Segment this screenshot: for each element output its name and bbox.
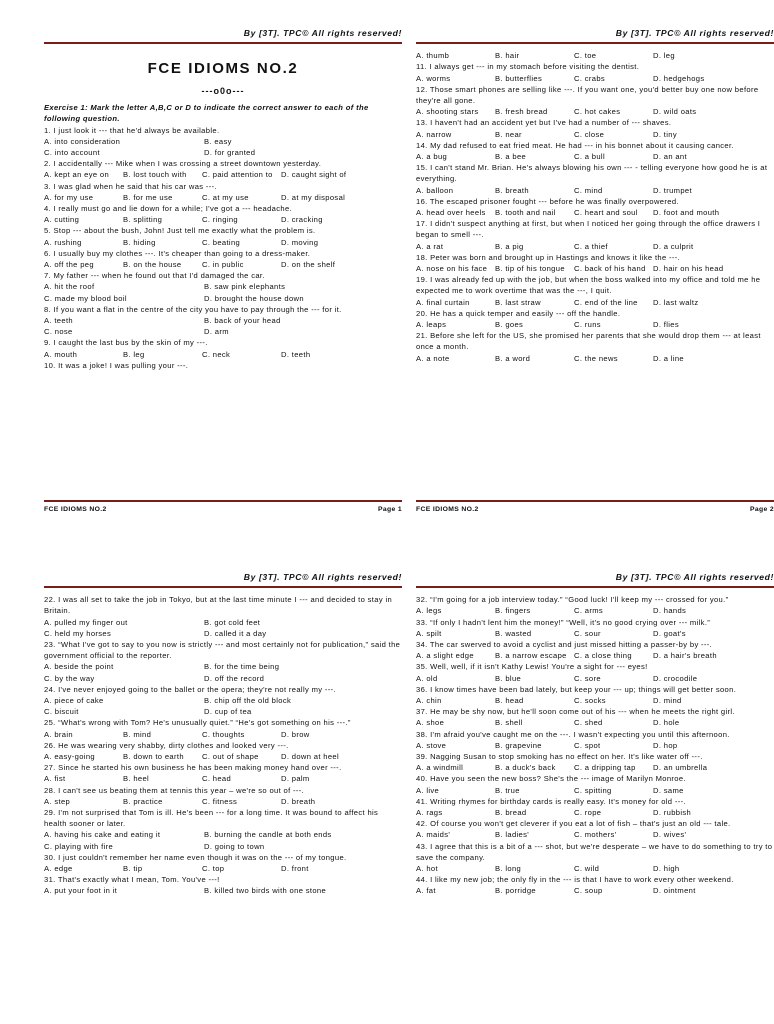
answer-option: C. held my horses xyxy=(44,628,112,638)
answer-option: A. narrow xyxy=(416,129,452,139)
answer-option: D. cracking xyxy=(281,215,323,225)
question-text: 44. I like my new job; the only fly in the --- is that I have to work every other weekend. xyxy=(416,875,734,885)
question-text: 25. “What's wrong with Tom? He's unusually quiet.” “He's got something on his ---.” xyxy=(44,718,351,728)
answer-option: B. a duck's back xyxy=(495,763,556,773)
answer-option: D. crocodile xyxy=(653,673,698,683)
answer-option: B. blue xyxy=(495,673,522,683)
answer-option: C. out of shape xyxy=(202,752,259,762)
question-text: 4. I really must go and lie down for a while; I've got a --- headache. xyxy=(44,204,292,214)
answer-option: B. tip of his tongue xyxy=(495,264,565,274)
question-text: 15. I can't stand Mr. Brian. He's always blowing his own --- - telling everyone how good he is at everything. xyxy=(416,163,768,184)
answer-option: A. into consideration xyxy=(44,136,121,146)
answer-option: C. thoughts xyxy=(202,729,245,739)
answer-options-row xyxy=(44,729,402,740)
question-list xyxy=(44,594,402,896)
answer-option: A. shoe xyxy=(416,718,445,728)
question-text: 38. I'm afraid you've caught me on the ---. I wasn't expecting you until this afternoon. xyxy=(416,729,730,739)
answer-option: C. paid attention to xyxy=(202,170,273,180)
question-text: 14. My dad refused to eat fried meat. He had --- in his bonnet about it causing cancer. xyxy=(416,140,734,150)
answer-options-row xyxy=(416,762,774,773)
answer-options-row xyxy=(44,192,402,203)
answer-options-row xyxy=(416,353,774,364)
answer-options-row xyxy=(44,673,402,684)
answer-option: D. arm xyxy=(204,327,229,337)
answer-option: B. porridge xyxy=(495,886,536,896)
answer-option: D. hands xyxy=(653,606,687,616)
answer-option: B. killed two birds with one stone xyxy=(204,886,327,896)
answer-option: D. wild oats xyxy=(653,107,697,117)
answer-option: D. foot and mouth xyxy=(653,208,720,218)
answer-option: A. fat xyxy=(416,886,436,896)
answer-options-row xyxy=(44,628,402,639)
page-3 xyxy=(44,572,402,1024)
question-text: 24. I've never enjoyed going to the ballet or the opera; they're not really my ---. xyxy=(44,684,336,694)
answer-option: B. practice xyxy=(123,796,163,806)
answer-options-row xyxy=(44,796,402,807)
answer-option: D. last waltz xyxy=(653,297,699,307)
answer-option: D. for granted xyxy=(204,148,256,158)
question-text: 31. That's exactly what I mean, Tom. You've ---! xyxy=(44,875,220,885)
answer-option: C. head xyxy=(202,774,232,784)
answer-option: A. kept an eye on xyxy=(44,170,110,180)
answer-option: A. off the peg xyxy=(44,260,94,270)
answer-option: A. a bug xyxy=(416,152,448,162)
answer-option: C. a close thing xyxy=(574,651,632,661)
answer-options-row xyxy=(44,214,402,225)
answer-option: C. biscuit xyxy=(44,707,79,717)
question-text: 32. “I'm going for a job interview today.” “Good luck! I'll keep my --- crossed for you.” xyxy=(416,595,729,605)
answer-option: C. back of his hand xyxy=(574,264,646,274)
answer-option: B. chip off the old block xyxy=(204,696,292,706)
answer-option: C. by the way xyxy=(44,673,95,683)
footer-title: FCE IDIOMS NO.2 xyxy=(44,506,107,513)
answer-option: A. a note xyxy=(416,353,450,363)
answer-option: D. moving xyxy=(281,237,319,247)
answer-option: A. chin xyxy=(416,696,442,706)
answer-option: D. same xyxy=(653,785,684,795)
answer-option: D. hedgehogs xyxy=(653,73,705,83)
question-text: 39. Nagging Susan to stop smoking has no effect on her. It's like water off ---. xyxy=(416,752,703,762)
answer-options-row xyxy=(416,263,774,274)
answer-option: D. a hair's breath xyxy=(653,651,717,661)
answer-option: B. a pig xyxy=(495,241,524,251)
answer-option: A. having his cake and eating it xyxy=(44,830,161,840)
answer-option: A. pulled my finger out xyxy=(44,617,128,627)
answer-options-row xyxy=(44,315,402,326)
answer-option: A. brain xyxy=(44,729,73,739)
answer-option: B. mind xyxy=(123,729,152,739)
answer-option: B. ladies' xyxy=(495,830,530,840)
page-subtitle: ---o0o--- xyxy=(201,86,245,97)
answer-option: D. high xyxy=(653,864,680,874)
answer-option: B. goes xyxy=(495,320,524,330)
answer-option: C. arms xyxy=(574,606,604,616)
answer-option: A. stove xyxy=(416,740,447,750)
answer-option: C. spitting xyxy=(574,785,612,795)
answer-option: D. off the record xyxy=(204,673,265,683)
question-text: 35. Well, well, if it isn't Kathy Lewis! You're a sight for --- eyes! xyxy=(416,662,648,672)
answer-option: A. rags xyxy=(416,808,443,818)
answer-options-row xyxy=(416,50,774,61)
answer-options-row xyxy=(44,259,402,270)
answer-options-row xyxy=(416,885,774,896)
answer-option: A. step xyxy=(44,796,71,806)
answer-options-row xyxy=(416,807,774,818)
answer-option: D. tiny xyxy=(653,129,677,139)
answer-options-row xyxy=(416,829,774,840)
answer-options-row xyxy=(44,706,402,717)
answer-option: A. live xyxy=(416,785,440,795)
answer-options-row xyxy=(416,297,774,308)
answer-options-row xyxy=(44,326,402,337)
answer-option: B. bread xyxy=(495,808,527,818)
answer-options-row xyxy=(416,695,774,706)
answer-option: C. mind xyxy=(574,185,603,195)
answer-option: C. ringing xyxy=(202,215,238,225)
copyright-header: By [3T]. TPC© All rights reserved! xyxy=(44,28,402,44)
answer-option: A. a windmill xyxy=(416,763,464,773)
question-text: 26. He was wearing very shabby, dirty clothes and looked very ---. xyxy=(44,740,289,750)
answer-option: D. a culprit xyxy=(653,241,694,251)
answer-option: D. brought the house down xyxy=(204,293,304,303)
answer-options-row xyxy=(44,751,402,762)
question-text: 40. Have you seen the new boss? She's the --- image of Marilyn Monroe. xyxy=(416,774,686,784)
answer-option: C. runs xyxy=(574,320,601,330)
answer-options-row xyxy=(416,73,774,84)
answer-option: C. hot cakes xyxy=(574,107,621,117)
question-text: 5. Stop --- about the bush, John! Just tell me exactly what the problem is. xyxy=(44,226,316,236)
page-4 xyxy=(416,572,774,1024)
answer-option: C. rope xyxy=(574,808,602,818)
question-text: 30. I just couldn't remember her name even though it was on the --- of my tongue. xyxy=(44,852,347,862)
answer-options-row xyxy=(44,661,402,672)
question-list xyxy=(416,50,774,364)
answer-option: A. balloon xyxy=(416,185,454,195)
question-text: 17. I didn't suspect anything at first, but when I noticed her going through the office drawers I began to smell ---. xyxy=(416,219,761,240)
answer-option: D. flies xyxy=(653,320,680,330)
page-title: FCE IDIOMS NO.2 xyxy=(147,60,299,78)
answer-option: B. leg xyxy=(123,349,145,359)
answer-option: C. mothers' xyxy=(574,830,617,840)
question-text: 29. I'm not surprised that Tom is ill. He's been --- for a long time. It was bound to affect his health sooner or later. xyxy=(44,808,379,829)
answer-option: B. hiding xyxy=(123,237,156,247)
answer-options-row xyxy=(44,695,402,706)
answer-option: A. hit the roof xyxy=(44,282,95,292)
answer-options-row xyxy=(44,885,402,896)
answer-option: B. head xyxy=(495,696,524,706)
answer-option: D. caught sight of xyxy=(281,170,347,180)
answer-option: A. thumb xyxy=(416,51,450,61)
answer-options-row xyxy=(416,129,774,140)
answer-option: A. leaps xyxy=(416,320,447,330)
answer-option: B. tooth and nail xyxy=(495,208,556,218)
answer-option: B. tip xyxy=(123,864,143,874)
answer-options-row xyxy=(416,673,774,684)
answer-option: C. socks xyxy=(574,696,606,706)
answer-option: A. easy-going xyxy=(44,752,95,762)
answer-option: D. ointment xyxy=(653,886,696,896)
footer-title: FCE IDIOMS NO.2 xyxy=(416,506,479,513)
answer-option: B. breath xyxy=(495,185,529,195)
answer-option: B. saw pink elephants xyxy=(204,282,286,292)
question-text: 18. Peter was born and brought up in Hastings and knows it like the ---. xyxy=(416,252,681,262)
answer-option: C. wild xyxy=(574,864,600,874)
answer-option: B. down to earth xyxy=(123,752,184,762)
answer-option: D. breath xyxy=(281,796,316,806)
answer-option: C. nose xyxy=(44,327,73,337)
answer-option: A. fist xyxy=(44,774,66,784)
question-text: 21. Before she left for the US, she promised her parents that she would drop them --- at least once a month. xyxy=(416,331,761,352)
answer-options-row xyxy=(44,863,402,874)
answer-option: B. near xyxy=(495,129,522,139)
answer-options-row xyxy=(416,650,774,661)
answer-option: C. beating xyxy=(202,237,241,247)
answer-option: C. in public xyxy=(202,260,244,270)
answer-options-row xyxy=(44,147,402,158)
question-text: 8. If you want a flat in the centre of the city you have to pay through the --- for it. xyxy=(44,304,342,314)
answer-option: D. going to town xyxy=(204,841,265,851)
answer-option: B. shell xyxy=(495,718,523,728)
copyright-header: By [3T]. TPC© All rights reserved! xyxy=(416,28,774,44)
answer-option: D. goat's xyxy=(653,628,686,638)
answer-option: A. a slight edge xyxy=(416,651,474,661)
question-list xyxy=(44,125,402,371)
answer-option: C. sour xyxy=(574,628,601,638)
answer-option: B. a word xyxy=(495,353,531,363)
answer-option: B. wasted xyxy=(495,628,532,638)
answer-options-row xyxy=(44,829,402,840)
answer-option: A. a rat xyxy=(416,241,444,251)
answer-option: D. on the shelf xyxy=(281,260,336,270)
answer-options-row xyxy=(416,785,774,796)
answer-option: D. an umbrella xyxy=(653,763,708,773)
answer-option: A. maids' xyxy=(416,830,451,840)
answer-options-row xyxy=(416,717,774,728)
question-text: 22. I was all set to take the job in Tokyo, but at the last time minute I --- and decided to stay in Britain. xyxy=(44,595,393,616)
answer-option: C. end of the line xyxy=(574,297,638,307)
answer-option: A. piece of cake xyxy=(44,696,104,706)
answer-option: D. front xyxy=(281,864,309,874)
answer-option: C. a dripping tap xyxy=(574,763,636,773)
page-footer xyxy=(44,500,402,515)
question-text: 37. He may be shy now, but he'll soon come out of his --- when he meets the right girl. xyxy=(416,707,735,717)
answer-option: A. legs xyxy=(416,606,442,616)
answer-option: C. top xyxy=(202,864,225,874)
question-text: 20. He has a quick temper and easily --- off the handle. xyxy=(416,308,621,318)
answer-options-row xyxy=(416,151,774,162)
answer-option: B. got cold feet xyxy=(204,617,261,627)
answer-option: D. wives' xyxy=(653,830,687,840)
question-text: 34. The car swerved to avoid a cyclist and just missed hitting a passer-by by ---. xyxy=(416,640,713,650)
answer-option: D. called it a day xyxy=(204,628,267,638)
answer-options-row xyxy=(44,841,402,852)
answer-option: D. leg xyxy=(653,51,675,61)
answer-option: D. a line xyxy=(653,353,685,363)
answer-options-row xyxy=(44,617,402,628)
answer-option: B. back of your head xyxy=(204,316,281,326)
answer-option: C. the news xyxy=(574,353,618,363)
answer-option: B. butterflies xyxy=(495,73,543,83)
answer-option: A. rushing xyxy=(44,237,82,247)
answer-option: B. hair xyxy=(495,51,520,61)
question-text: 42. Of course you won't get cleverer if you eat a lot of fish – that's just an old --- tale. xyxy=(416,819,731,829)
answer-option: C. at my use xyxy=(202,192,249,202)
answer-options-row xyxy=(44,349,402,360)
answer-option: B. for me use xyxy=(123,192,173,202)
answer-options-row xyxy=(416,740,774,751)
answer-option: D. down at heel xyxy=(281,752,340,762)
answer-option: D. teeth xyxy=(281,349,311,359)
answer-option: C. crabs xyxy=(574,73,606,83)
answer-option: C. heart and soul xyxy=(574,208,638,218)
answer-options-row xyxy=(416,605,774,616)
answer-option: D. at my disposal xyxy=(281,192,346,202)
answer-options-row xyxy=(44,773,402,784)
question-text: 19. I was already fed up with the job, but when the boss walked into my office and told me he expected me to work overtime that was the ---, I quit. xyxy=(416,275,761,296)
answer-option: A. for my use xyxy=(44,192,94,202)
page-2 xyxy=(416,28,774,518)
answer-option: A. hot xyxy=(416,864,438,874)
exercise-instruction: Exercise 1: Mark the letter A,B,C or D to indicate the correct answer to each of the following question. xyxy=(44,103,369,124)
answer-option: C. a thief xyxy=(574,241,608,251)
answer-option: A. head over heels xyxy=(416,208,486,218)
answer-option: A. edge xyxy=(44,864,73,874)
answer-option: C. spot xyxy=(574,740,601,750)
answer-option: D. cup of tea xyxy=(204,707,252,717)
question-text: 41. Writing rhymes for birthday cards is really easy. It's money for old ---. xyxy=(416,796,686,806)
question-text: 7. My father --- when he found out that I'd damaged the car. xyxy=(44,271,265,281)
answer-option: B. for the time being xyxy=(204,662,280,672)
answer-option: A. nose on his face xyxy=(416,264,488,274)
answer-options-row xyxy=(416,185,774,196)
question-text: 16. The escaped prisoner fought --- before he was finally overpowered. xyxy=(416,196,679,206)
answer-options-row xyxy=(44,136,402,147)
answer-option: B. grapevine xyxy=(495,740,542,750)
question-text: 33. “If only I hadn't lent him the money!” “Well, it's no good crying over --- milk.” xyxy=(416,617,711,627)
answer-option: B. last straw xyxy=(495,297,541,307)
answer-option: A. final curtain xyxy=(416,297,470,307)
answer-option: A. cutting xyxy=(44,215,80,225)
answer-option: A. put your foot in it xyxy=(44,886,118,896)
copyright-header: By [3T]. TPC© All rights reserved! xyxy=(44,572,402,588)
answer-option: B. splitting xyxy=(123,215,163,225)
answer-option: B. fingers xyxy=(495,606,531,616)
question-text: 27. Since he started his own business he has been making money hand over ---. xyxy=(44,763,342,773)
answer-option: B. burning the candle at both ends xyxy=(204,830,332,840)
answer-option: A. mouth xyxy=(44,349,78,359)
answer-option: B. lost touch with xyxy=(123,170,187,180)
page-footer xyxy=(416,500,774,515)
answer-option: A. teeth xyxy=(44,316,73,326)
answer-option: B. a narrow escape xyxy=(495,651,567,661)
question-text: 2. I accidentally --- Mike when I was crossing a street downtown yesterday. xyxy=(44,159,322,169)
question-text: 1. I just look it --- that he'd always be available. xyxy=(44,125,220,135)
answer-option: C. a bull xyxy=(574,152,606,162)
answer-option: D. an ant xyxy=(653,152,687,162)
question-text: 13. I haven't had an accident yet but I've had a number of --- shaves. xyxy=(416,118,672,128)
page-1 xyxy=(44,28,402,518)
answer-option: C. toe xyxy=(574,51,597,61)
answer-option: C. into account xyxy=(44,148,100,158)
question-text: 23. “What I've got to say to you now is strictly --- and most certainly not for publication,” said the government official to the reporter. xyxy=(44,640,401,661)
answer-option: D. palm xyxy=(281,774,310,784)
answer-option: B. easy xyxy=(204,136,232,146)
answer-options-row xyxy=(44,293,402,304)
answer-option: B. long xyxy=(495,864,522,874)
answer-option: B. true xyxy=(495,785,520,795)
answer-options-row xyxy=(44,169,402,180)
question-text: 43. I agree that this is a bit of a --- shot, but we're desperate – we have to do something to try to save the company. xyxy=(416,841,773,862)
answer-option: C. close xyxy=(574,129,605,139)
answer-options-row xyxy=(416,628,774,639)
answer-option: A. old xyxy=(416,673,438,683)
answer-option: A. beside the point xyxy=(44,662,114,672)
answer-option: A. spilt xyxy=(416,628,442,638)
answer-options-row xyxy=(416,106,774,117)
answer-option: A. shooting stars xyxy=(416,107,479,117)
answer-options-row xyxy=(416,241,774,252)
answer-option: D. hop xyxy=(653,740,678,750)
footer-page-number: Page 1 xyxy=(377,506,402,513)
answer-option: A. worms xyxy=(416,73,451,83)
answer-option: D. hair on his head xyxy=(653,264,724,274)
answer-option: D. mind xyxy=(653,696,682,706)
question-text: 3. I was glad when he said that his car was ---. xyxy=(44,181,217,191)
answer-option: C. neck xyxy=(202,349,231,359)
answer-option: C. made my blood boil xyxy=(44,293,127,303)
answer-option: B. a bee xyxy=(495,152,527,162)
answer-options-row xyxy=(416,207,774,218)
answer-option: C. soup xyxy=(574,886,603,896)
answer-option: D. rubbish xyxy=(653,808,692,818)
answer-option: B. heel xyxy=(123,774,150,784)
question-text: 9. I caught the last bus by the skin of my ---. xyxy=(44,338,208,348)
answer-option: B. fresh bread xyxy=(495,107,548,117)
answer-option: C. shed xyxy=(574,718,603,728)
answer-options-row xyxy=(44,237,402,248)
answer-option: C. sore xyxy=(574,673,601,683)
question-text: 10. It was a joke! I was pulling your ---. xyxy=(44,360,189,370)
answer-options-row xyxy=(44,281,402,292)
copyright-header: By [3T]. TPC© All rights reserved! xyxy=(416,572,774,588)
question-text: 6. I usually buy my clothes ---. It's cheaper than going to a dress-maker. xyxy=(44,248,311,258)
question-text: 28. I can't see us beating them at tennis this year – we're so out of ---. xyxy=(44,785,305,795)
footer-page-number: Page 2 xyxy=(749,506,774,513)
answer-option: C. fitness xyxy=(202,796,238,806)
question-list xyxy=(416,594,774,896)
answer-option: D. hole xyxy=(653,718,680,728)
answer-option: C. playing with fire xyxy=(44,841,114,851)
question-text: 11. I always get --- in my stomach before visiting the dentist. xyxy=(416,62,640,72)
answer-option: D. trumpet xyxy=(653,185,692,195)
answer-options-row xyxy=(416,863,774,874)
answer-options-row xyxy=(416,319,774,330)
answer-option: D. brow xyxy=(281,729,310,739)
answer-option: B. on the house xyxy=(123,260,182,270)
question-text: 36. I know times have been bad lately, but keep your --- up; things will get better soon. xyxy=(416,684,737,694)
question-text: 12. Those smart phones are selling like ---. If you want one, you'd better buy one now before they're all gone. xyxy=(416,84,759,106)
